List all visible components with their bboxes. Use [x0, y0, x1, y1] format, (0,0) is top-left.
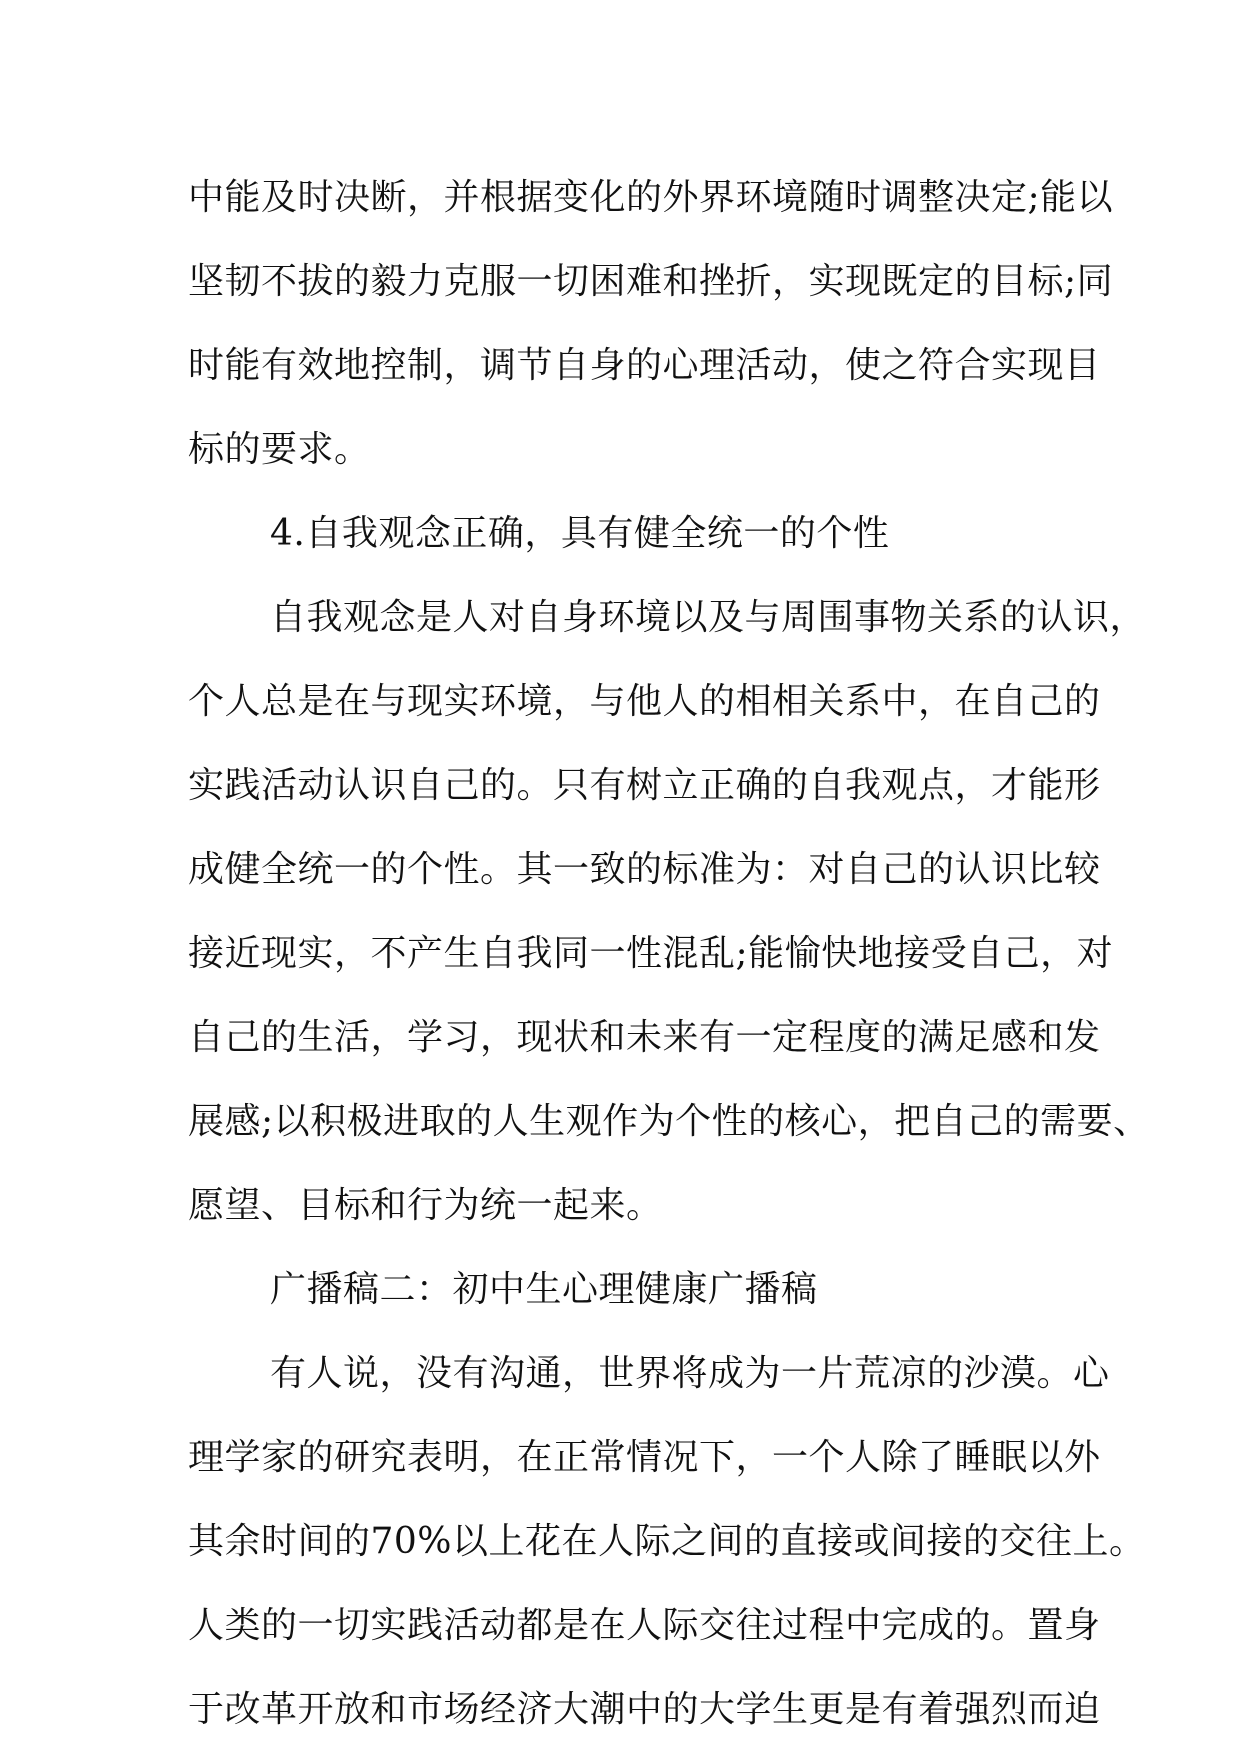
- text-line: 实践活动认识自己的。只有树立正确的自我观点，才能形: [188, 765, 1101, 806]
- text-line: 中能及时决断，并根据变化的外界环境随时调整决定;能以: [188, 177, 1114, 218]
- paragraph-start: 有人说，没有沟通，世界将成为一片荒凉的沙漠。心: [270, 1353, 1110, 1394]
- text-line: 自己的生活，学习，现状和未来有一定程度的满足感和发: [188, 1017, 1101, 1058]
- text-line: 愿望、目标和行为统一起来。: [188, 1185, 663, 1226]
- section-heading: 广播稿二：初中生心理健康广播稿: [270, 1269, 818, 1310]
- paragraph-start: 自我观念是人对自身环境以及与周围事物关系的认识，: [270, 597, 1147, 638]
- text-line: 成健全统一的个性。其一致的标准为：对自己的认识比较: [188, 849, 1101, 890]
- text-line: 个人总是在与现实环境，与他人的相相关系中，在自己的: [188, 681, 1101, 722]
- section-heading: 4.自我观念正确，具有健全统一的个性: [270, 513, 890, 554]
- text-line: 其余时间的70%以上花在人际之间的直接或间接的交往上。: [188, 1521, 1146, 1562]
- text-line: 坚韧不拔的毅力克服一切困难和挫折，实现既定的目标;同: [188, 261, 1114, 302]
- text-line: 人类的一切实践活动都是在人际交往过程中完成的。置身: [188, 1605, 1101, 1646]
- text-line: 标的要求。: [188, 429, 371, 470]
- text-line: 时能有效地控制，调节自身的心理活动，使之符合实现目: [188, 345, 1101, 386]
- document-body: [188, 168, 1150, 1764]
- text-line: 于改革开放和市场经济大潮中的大学生更是有着强烈而迫: [188, 1689, 1101, 1730]
- text-line: 接近现实，不产生自我同一性混乱;能愉快地接受自己，对: [188, 933, 1114, 974]
- text-line: 理学家的研究表明，在正常情况下，一个人除了睡眠以外: [188, 1437, 1101, 1478]
- text-line: 展感;以积极进取的人生观作为个性的核心，把自己的需要、: [188, 1101, 1150, 1142]
